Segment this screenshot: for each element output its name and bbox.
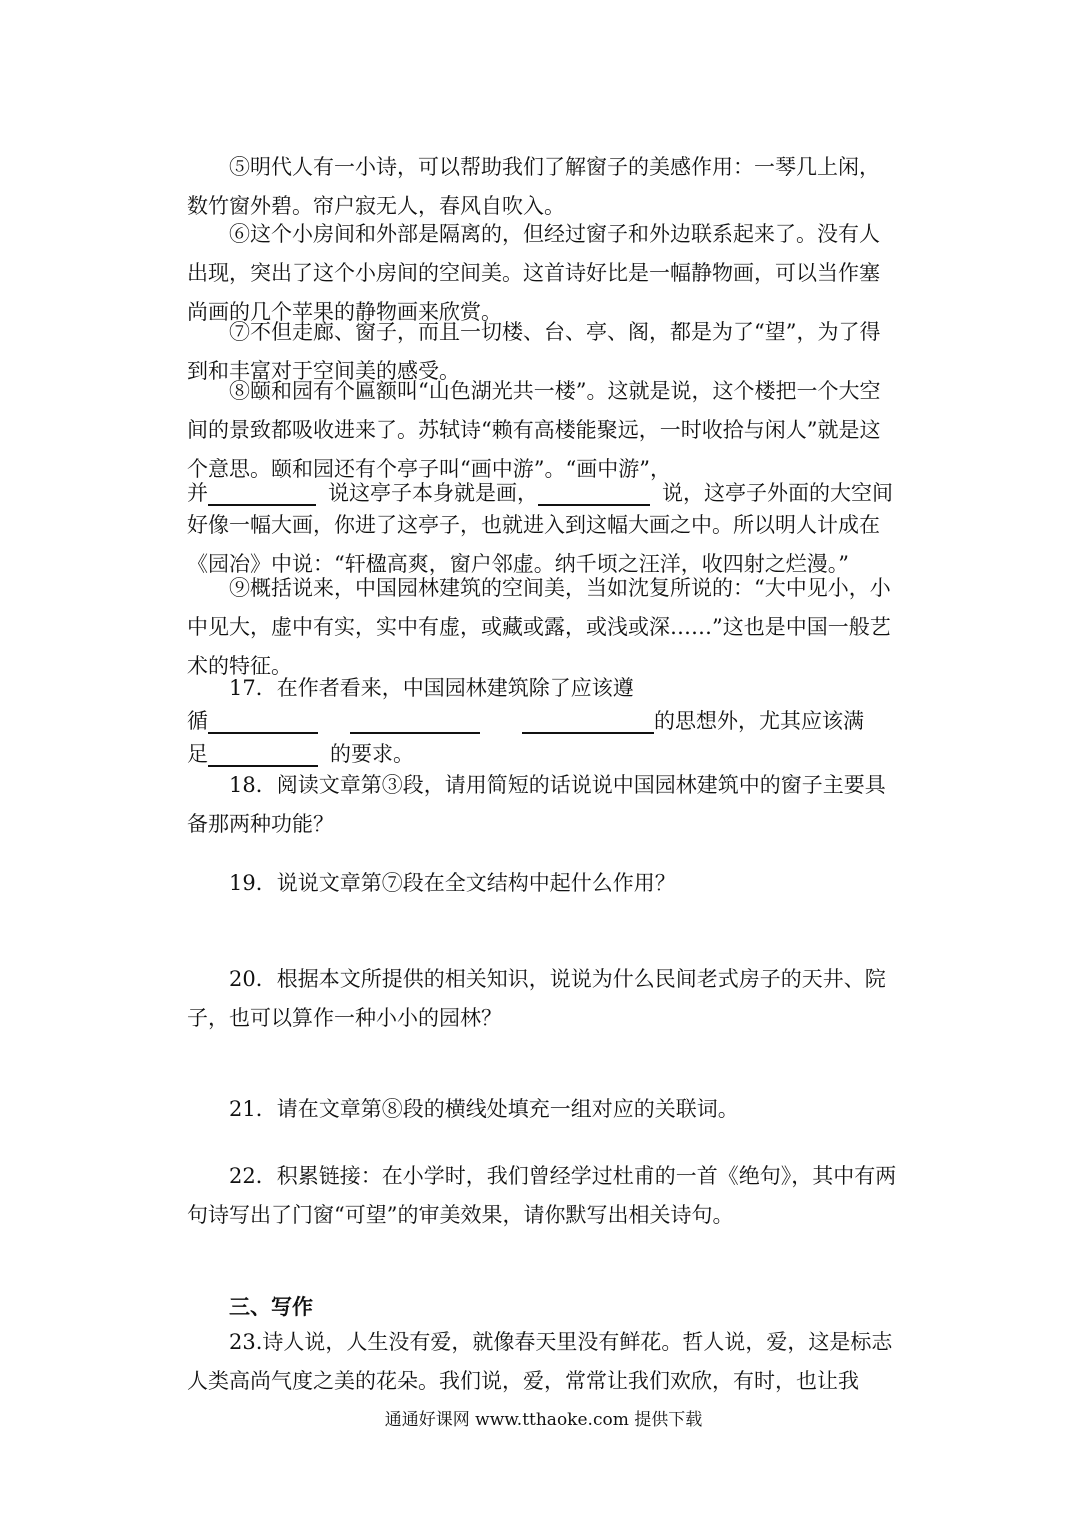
answer-blank-q17-3[interactable] bbox=[522, 706, 654, 734]
page-footer: 通通好课网 www.tthaoke.com 提供下载 bbox=[384, 1410, 703, 1430]
paragraph-9: ⑨概括说来，中国园林建筑的空间美，当如沈复所说的：“大中见小，小中见大，虚中有实，实中有虚，或藏或露，或浅或深……”这也是中国一般艺术的特征。 bbox=[187, 576, 891, 678]
question-19: 19．说说文章第⑦段在全文结构中起什么作用？ bbox=[229, 871, 676, 895]
paragraph-8-text-1: 并 bbox=[187, 481, 208, 505]
answer-blank-q17-1[interactable] bbox=[208, 706, 318, 734]
answer-blank-q17-4[interactable] bbox=[208, 739, 318, 767]
answer-blank-2[interactable] bbox=[538, 478, 650, 506]
question-21: 21．请在文章第⑧段的横线处填充一组对应的关联词。 bbox=[229, 1097, 739, 1121]
question-22: 22．积累链接：在小学时，我们曾经学过杜甫的一首《绝句》，其中有两句诗写出了门窗“可望”的审美效果，请你默写出相关诗句。 bbox=[187, 1164, 897, 1227]
paragraph-8-text-2: 说这亭子本身就是画， bbox=[328, 481, 538, 505]
question-23: 23.诗人说，人生没有爱，就像春天里没有鲜花。哲人说，爱，这是标志人类高尚气度之美的花朵。我们说，爱，常常让我们欢欣，有时，也让我 bbox=[187, 1330, 893, 1393]
answer-blank-q17-2[interactable] bbox=[350, 706, 480, 734]
question-17-line-1: 17．在作者看来，中国园林建筑除了应该遵 bbox=[229, 676, 634, 700]
question-20: 20．根据本文所提供的相关知识，说说为什么民间老式房子的天井、院子，也可以算作一种小小的园林？ bbox=[187, 967, 886, 1030]
paragraph-8-part-c: 好像一幅大画，你进了这亭子，也就进入到这幅大画之中。所以明人计成在《园冶》中说：“轩楹高爽，窗户邻虚。纳千顷之汪洋，收四射之烂漫。” bbox=[187, 513, 880, 576]
paragraph-7: ⑦不但走廊、窗子，而且一切楼、台、亭、阁，都是为了“望”，为了得到和丰富对于空间美的感受。 bbox=[187, 320, 881, 383]
paragraph-6: ⑥这个小房间和外部是隔离的，但经过窗子和外边联系起来了。没有人出现，突出了这个小房间的空间美。这首诗好比是一幅静物画，可以当作塞尚画的几个苹果的静物画来欣赏。 bbox=[187, 222, 880, 324]
paragraph-5: ⑤明代人有一小诗，可以帮助我们了解窗子的美感作用：一琴几上闲，数竹窗外碧。帘户寂无人，春风自吹入。 bbox=[187, 155, 880, 218]
paragraph-8-part-a: ⑧颐和园有个匾额叫“山色湖光共一楼”。这就是说，这个楼把一个大空间的景致都吸收进来了。苏轼诗“赖有高楼能聚远，一时收拾与闲人”就是这个意思。颐和园还有个亭子叫“画中游”。“画中游”， bbox=[187, 379, 881, 481]
question-18: 18．阅读文章第③段，请用简短的话说说中国园林建筑中的窗子主要具备那两种功能？ bbox=[187, 773, 886, 836]
question-17-line-3: 足 的要求。 bbox=[187, 735, 414, 774]
question-17-line-2: 循 的思想外，尤其应该满 bbox=[187, 702, 864, 741]
section-heading-writing: 三、写作 bbox=[229, 1294, 313, 1319]
paragraph-8-text-3: 说，这亭子外面的大空间 bbox=[662, 481, 893, 505]
answer-blank-1[interactable] bbox=[208, 478, 316, 506]
